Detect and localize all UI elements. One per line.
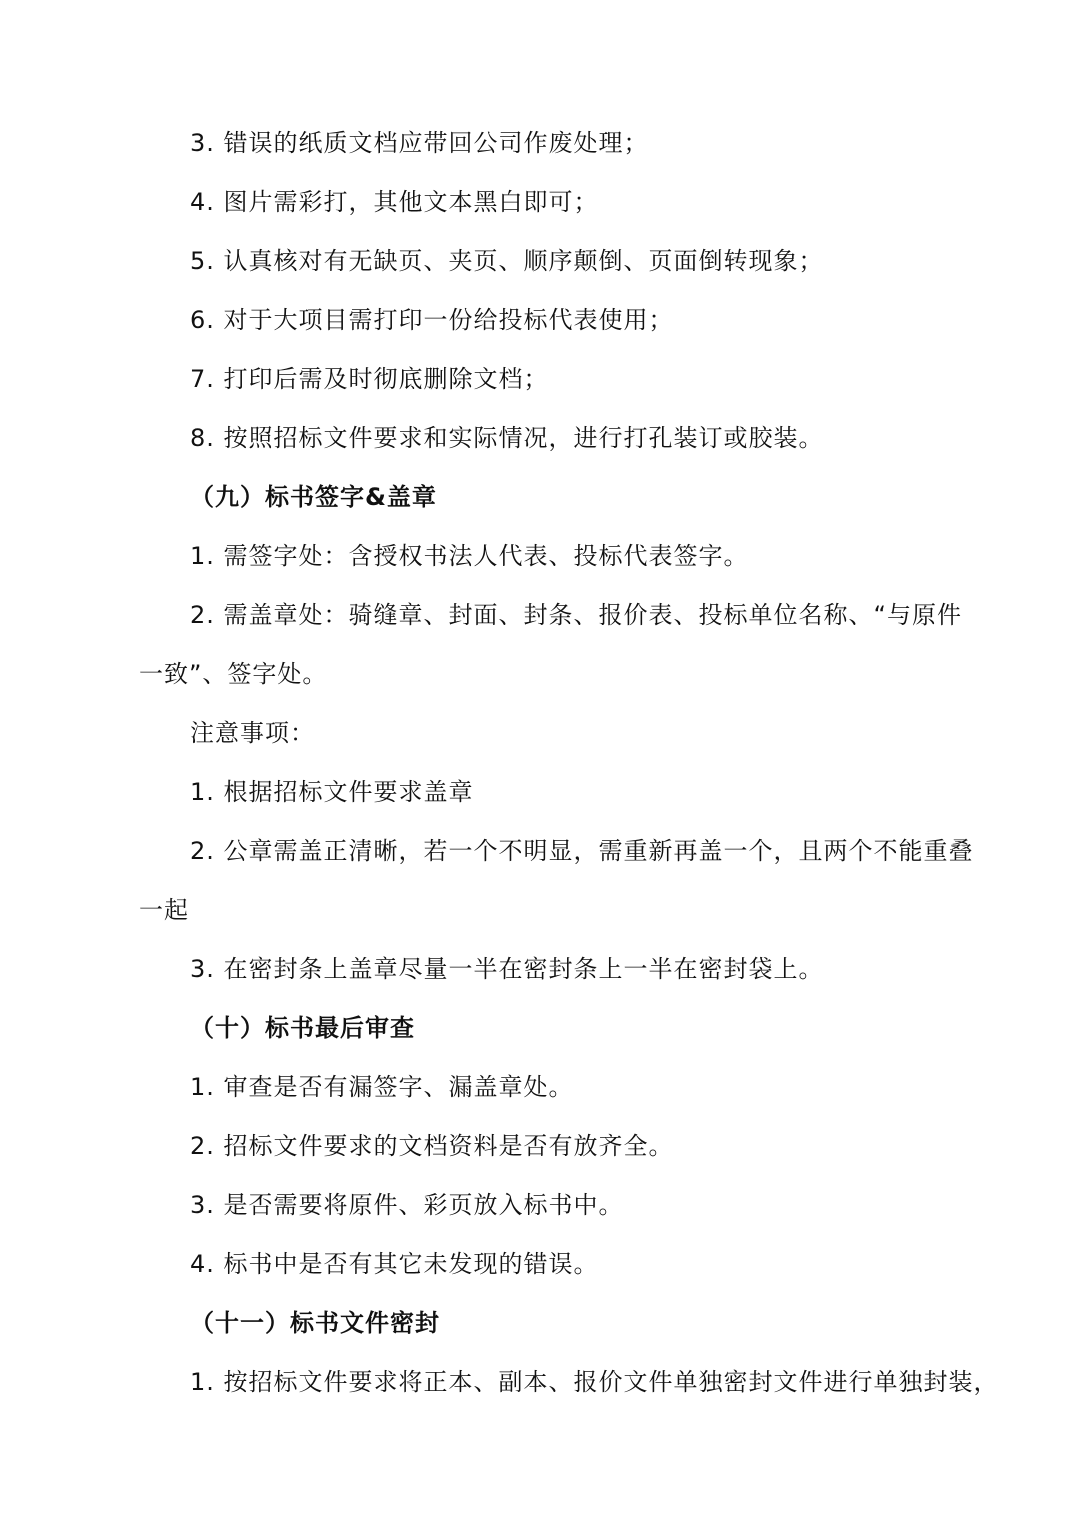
list-item: 2. 公章需盖正清晰，若一个不明显，需重新再盖一个，且两个不能重叠: [190, 837, 974, 865]
list-item: 3. 错误的纸质文档应带回公司作废处理；: [190, 129, 649, 157]
list-item: 2. 招标文件要求的文档资料是否有放齐全。: [190, 1132, 674, 1160]
section-heading: （十一）标书文件密封: [190, 1309, 440, 1337]
list-item: 3. 在密封条上盖章尽量一半在密封条上一半在密封袋上。: [190, 955, 824, 983]
list-item: 1. 审查是否有漏签字、漏盖章处。: [190, 1073, 574, 1101]
list-item: 8. 按照招标文件要求和实际情况，进行打孔装订或胶装。: [190, 424, 824, 452]
section-heading: （十）标书最后审查: [190, 1014, 415, 1042]
list-item-continuation: 一起: [139, 896, 189, 924]
list-item-continuation: 一致”、签字处。: [139, 660, 328, 688]
list-item: 1. 按招标文件要求将正本、副本、报价文件单独密封文件进行单独封装，: [190, 1368, 999, 1396]
list-item: 7. 打印后需及时彻底删除文档；: [190, 365, 549, 393]
list-item: 1. 根据招标文件要求盖章: [190, 778, 474, 806]
section-heading: （九）标书签字&盖章: [190, 483, 437, 511]
list-item: 6. 对于大项目需打印一份给投标代表使用；: [190, 306, 674, 334]
notes-label: 注意事项：: [190, 719, 315, 747]
list-item: 2. 需盖章处：骑缝章、封面、封条、报价表、投标单位名称、“与原件: [190, 601, 962, 629]
list-item: 1. 需签字处：含授权书法人代表、投标代表签字。: [190, 542, 749, 570]
list-item: 3. 是否需要将原件、彩页放入标书中。: [190, 1191, 624, 1219]
list-item: 4. 图片需彩打，其他文本黑白即可；: [190, 188, 599, 216]
list-item: 4. 标书中是否有其它未发现的错误。: [190, 1250, 599, 1278]
list-item: 5. 认真核对有无缺页、夹页、顺序颠倒、页面倒转现象；: [190, 247, 824, 275]
